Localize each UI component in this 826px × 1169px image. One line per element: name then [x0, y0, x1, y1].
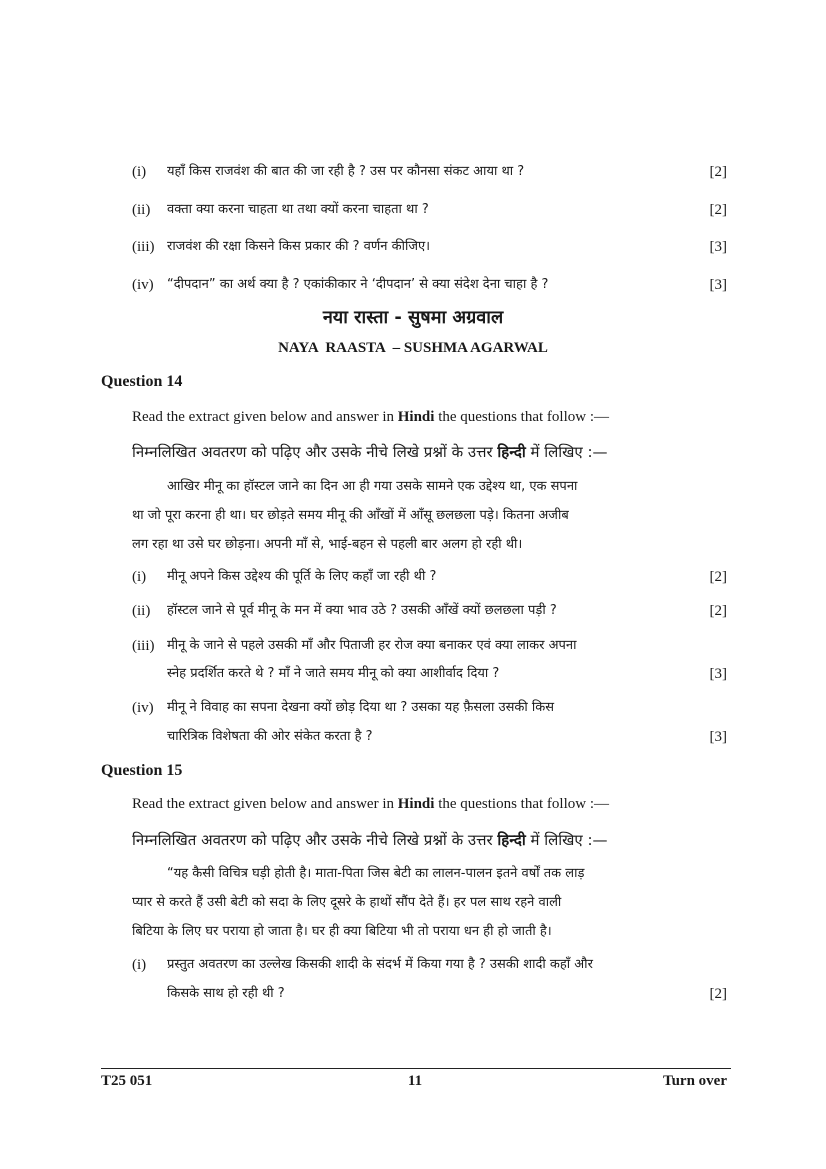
item-text: मीनू के जाने से पहले उसकी माँ और पिताजी हर रोज क्या बनाकर एवं क्या लाकर अपना	[167, 638, 577, 653]
marks: [2]	[709, 603, 727, 619]
item-number: (ii)	[132, 603, 151, 619]
section-title-hindi: नया रास्ता - सुषमा अग्रवाल	[322, 307, 504, 328]
instruction-text: Read the extract given below and answer in	[132, 409, 398, 425]
item-number: (i)	[132, 957, 147, 973]
item-text: वक्ता क्या करना चाहता था तथा क्यों करना चाहता था ?	[167, 202, 429, 217]
instruction-text: में लिखिए :—	[525, 443, 608, 461]
marks: [3]	[709, 277, 727, 293]
instruction-text: निम्नलिखित अवतरण को पढ़िए और उसके नीचे लिखे प्रश्नों के उत्तर	[132, 443, 498, 461]
item-text: मीनू अपने किस उद्देश्य की पूर्ति के लिए कहाँ जा रही थी ?	[167, 569, 437, 584]
instruction-english	[132, 796, 692, 813]
item-number: (i)	[132, 569, 147, 585]
marks: [2]	[709, 986, 727, 1002]
section-title-english: NAYA RAASTA – SUSHMA AGARWAL	[278, 340, 548, 356]
instruction-hindi	[132, 442, 692, 462]
marks: [2]	[709, 164, 727, 180]
marks: [2]	[709, 202, 727, 218]
item-text: स्नेह प्रदर्शित करते थे ? माँ ने जाते समय मीनू को क्या आशीर्वाद दिया ?	[167, 666, 500, 681]
marks: [3]	[709, 239, 727, 255]
instruction-text: में लिखिए :—	[525, 831, 608, 849]
item-text: “दीपदान” का अर्थ क्या है ? एकांकीकार ने ‘दीपदान’ से क्या संदेश देना चाहा है ?	[167, 277, 549, 292]
instruction-bold: Hindi	[397, 409, 435, 425]
passage-line: लग रहा था उसे घर छोड़ना। अपनी माँ से, भाई-बहन से पहली बार अलग हो रही थी।	[132, 537, 523, 552]
turn-over-label: Turn over	[662, 1073, 727, 1089]
item-number: (iii)	[132, 239, 155, 255]
instruction-text: Read the extract given below and answer in	[132, 796, 398, 812]
item-number: (iii)	[132, 638, 155, 654]
item-number: (iv)	[132, 700, 154, 716]
instruction-text: the questions that follow :—	[434, 409, 610, 425]
item-text: यहाँ किस राजवंश की बात की जा रही है ? उस पर कौनसा संकट आया था ?	[167, 164, 525, 179]
instruction-bold: हिन्दी	[497, 831, 526, 849]
page-number: 11	[407, 1073, 423, 1089]
instruction-bold: हिन्दी	[497, 443, 526, 461]
marks: [3]	[709, 729, 727, 745]
item-text: प्रस्तुत अवतरण का उल्लेख किसकी शादी के संदर्भ में किया गया है ? उसकी शादी कहाँ और	[167, 957, 593, 972]
marks: [2]	[709, 569, 727, 585]
footer-divider	[101, 1068, 731, 1069]
instruction-bold: Hindi	[397, 796, 435, 812]
item-text: चारित्रिक विशेषता की ओर संकेत करता है ?	[167, 729, 373, 744]
instruction-text: निम्नलिखित अवतरण को पढ़िए और उसके नीचे लिखे प्रश्नों के उत्तर	[132, 831, 498, 849]
question-heading: Question 14	[101, 373, 183, 390]
item-text: मीनू ने विवाह का सपना देखना क्यों छोड़ दिया था ? उसका यह फ़ैसला उसकी किस	[167, 700, 555, 715]
instruction-english	[132, 409, 692, 426]
instruction-hindi	[132, 830, 692, 850]
passage-line: “यह कैसी विचित्र घड़ी होती है। माता-पिता जिस बेटी का लालन-पालन इतने वर्षों तक लाड़	[167, 866, 585, 881]
passage-line: था जो पूरा करना ही था। घर छोड़ते समय मीनू की आँखों में आँसू छलछला पड़े। कितना अजीब	[132, 508, 569, 523]
item-text: हॉस्टल जाने से पूर्व मीनू के मन में क्या भाव उठे ? उसकी आँखें क्यों छलछला पड़ी ?	[167, 603, 557, 618]
paper-code: T25 051	[101, 1073, 153, 1089]
passage-line: आखिर मीनू का हॉस्टल जाने का दिन आ ही गया उसके सामने एक उद्देश्य था, एक सपना	[167, 479, 578, 494]
passage-line: बिटिया के लिए घर पराया हो जाता है। घर ही क्या बिटिया भी तो पराया धन ही हो जाती है।	[132, 924, 552, 939]
marks: [3]	[709, 666, 727, 682]
passage-line: प्यार से करते हैं उसी बेटी को सदा के लिए दूसरे के हाथों सौंप देते हैं। हर पल साथ रहने वाली	[132, 895, 562, 910]
item-text: किसके साथ हो रही थी ?	[167, 986, 285, 1001]
question-heading: Question 15	[101, 762, 183, 779]
item-number: (i)	[132, 164, 147, 180]
item-number: (iv)	[132, 277, 154, 293]
instruction-text: the questions that follow :—	[434, 796, 610, 812]
item-number: (ii)	[132, 202, 151, 218]
item-text: राजवंश की रक्षा किसने किस प्रकार की ? वर्णन कीजिए।	[167, 239, 431, 254]
